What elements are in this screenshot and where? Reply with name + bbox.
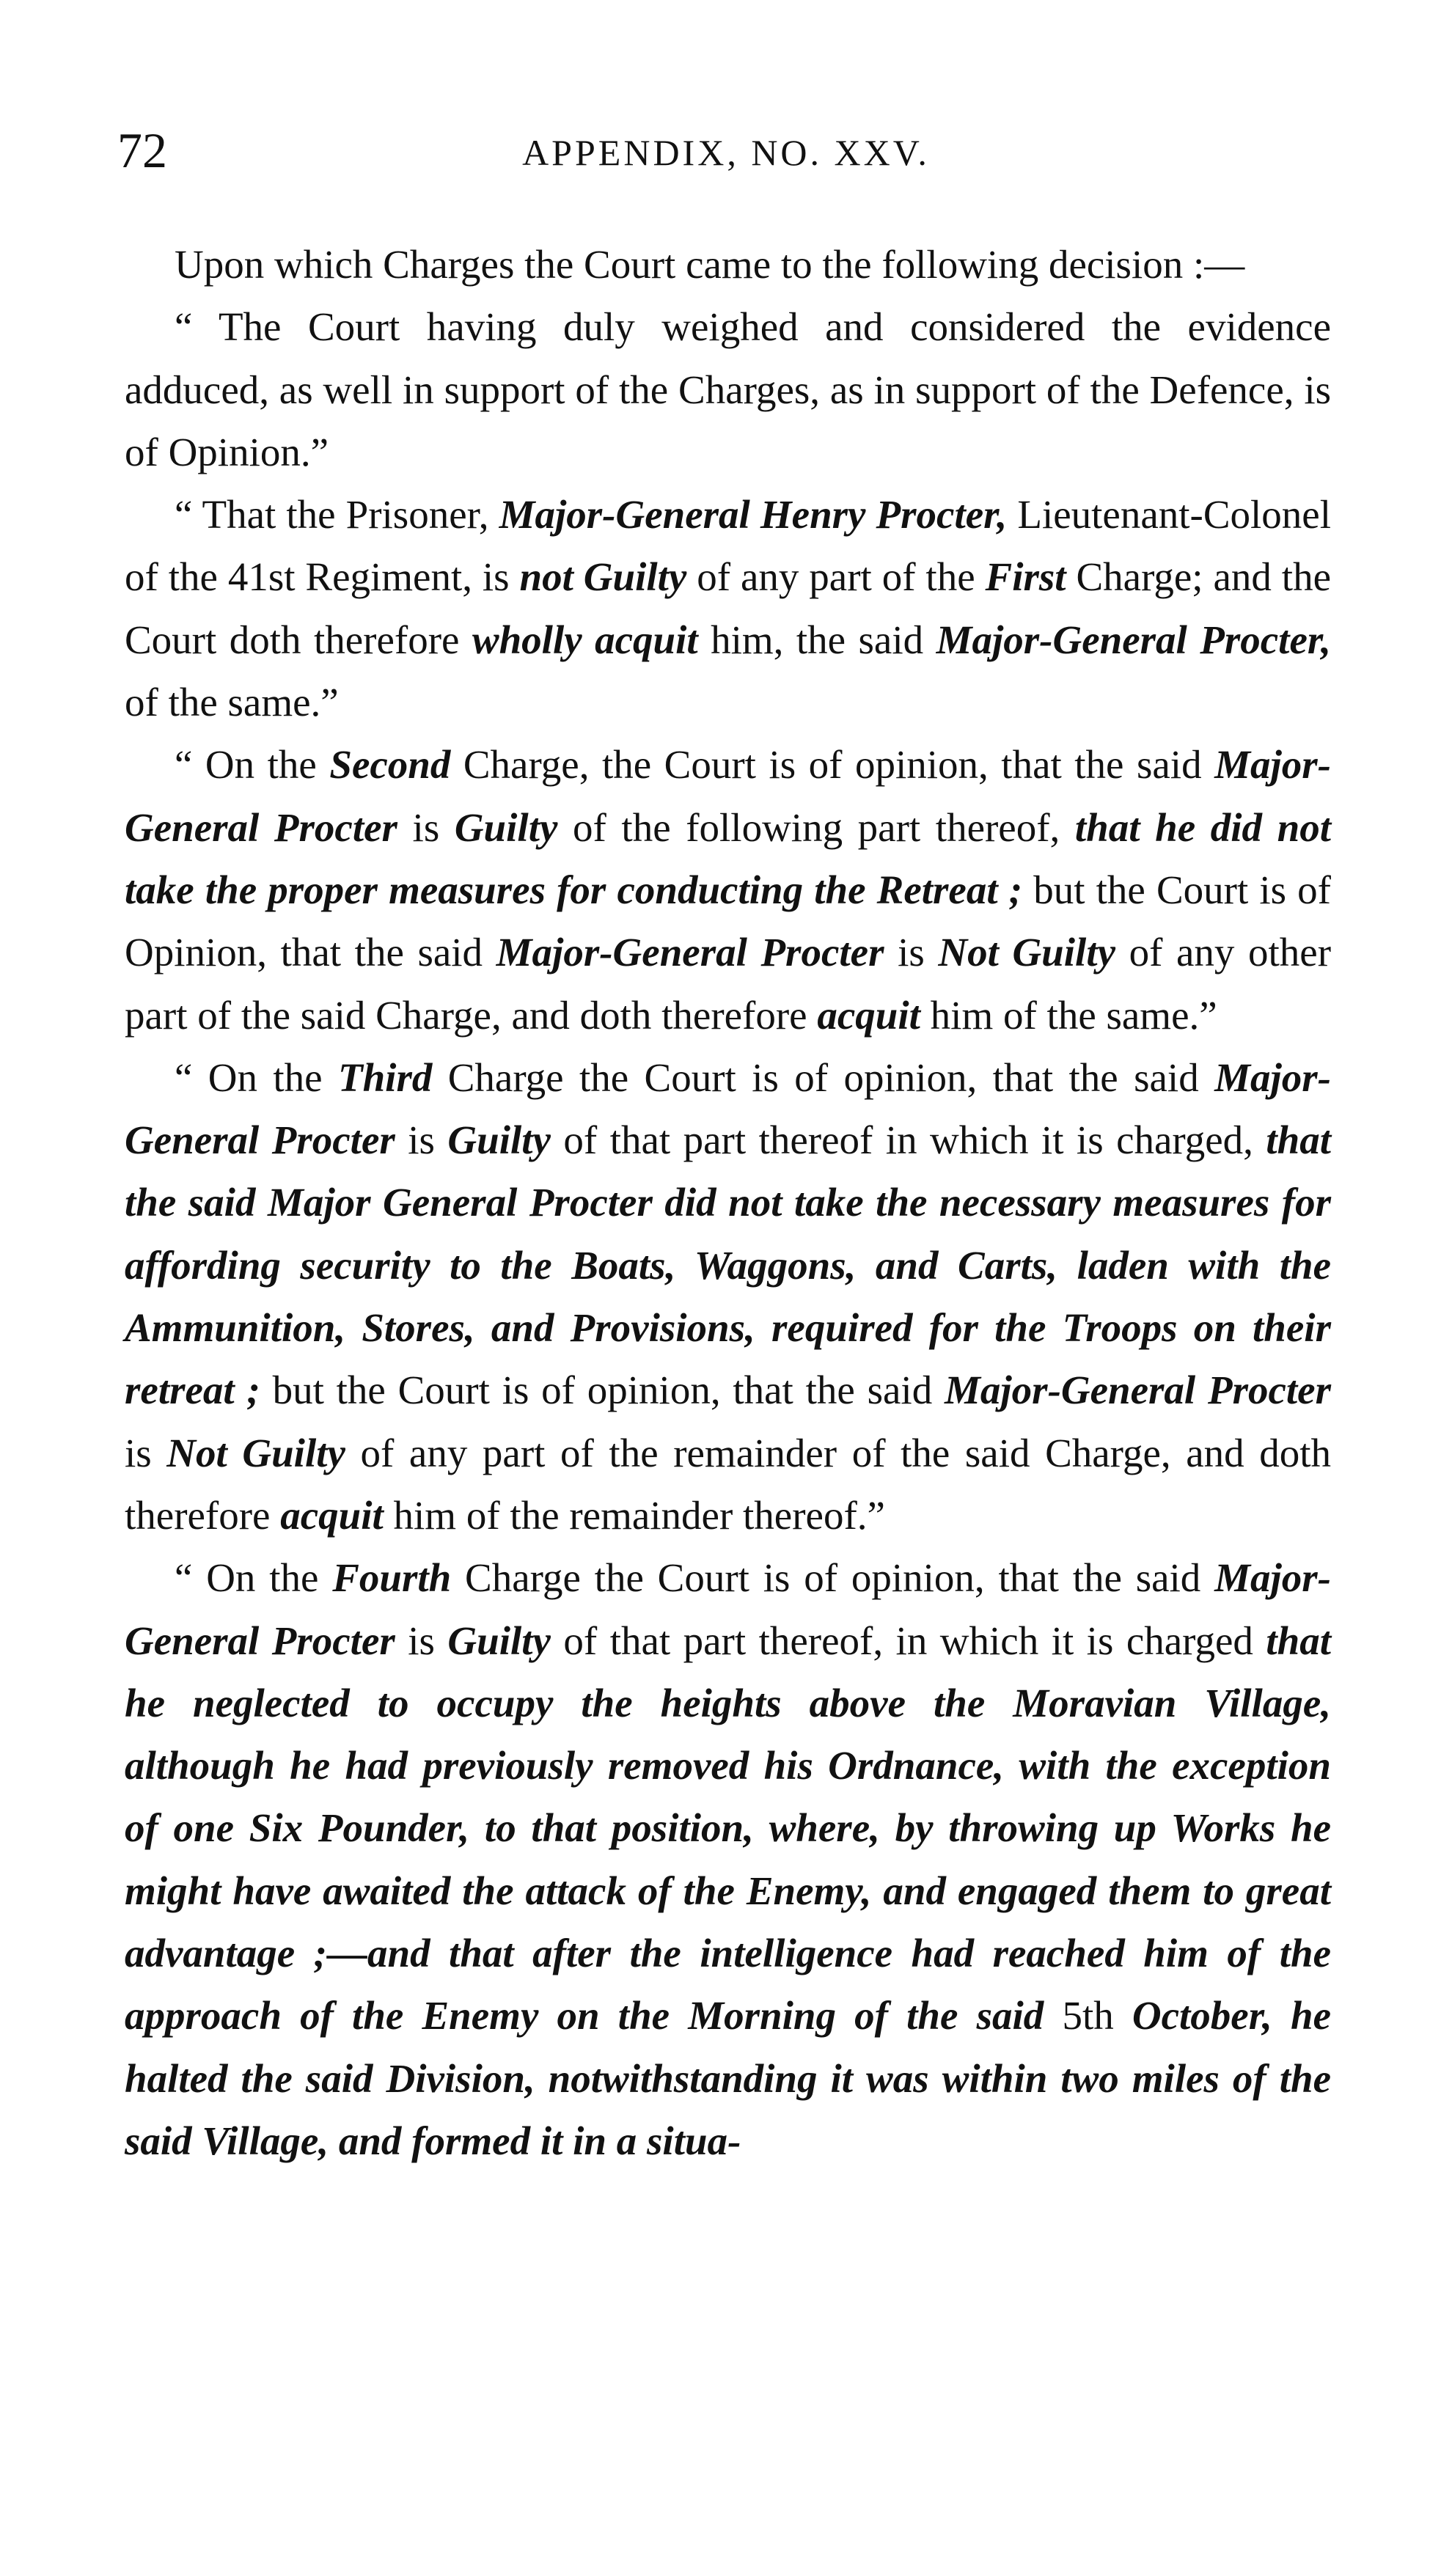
running-head xyxy=(117,121,1335,180)
emphasized-text: First xyxy=(985,554,1066,600)
text-run: him, the said xyxy=(697,617,936,662)
text-run: of that part thereof, in which it is charged xyxy=(550,1618,1266,1663)
paragraph xyxy=(125,1546,1331,2172)
text-run: him of the same.” xyxy=(920,992,1217,1038)
text-run: “ On the xyxy=(175,1555,333,1601)
text-run: is xyxy=(125,1430,167,1475)
emphasized-text: Major-General Procter, xyxy=(936,617,1331,662)
text-run: “ The Court having duly weighed and considered the evidence adduced, as well in support of the Charges, as in support of the Defence, is of Opinion.” xyxy=(125,304,1331,474)
emphasized-text: not Guilty xyxy=(519,554,687,600)
text-run: is xyxy=(884,930,939,975)
emphasized-text: Major-General Henry Procter, xyxy=(499,492,1008,537)
text-run: Charge, the Court is of opinion, that the said xyxy=(450,742,1215,788)
emphasized-text: that he neglected to occupy the heights above the Moravian Village, although he had previously removed his Ordnance, with the exception of one Six Pounder, to that position, where, by throwing up Works he might have awaited the attack of the Enemy, and engaged them to great advantage ;—and that after the intelligence had reached him of the approach of the Enemy on the Morning of the said xyxy=(125,1618,1332,2039)
text-run: Lieutenant-Colonel of the 41st Regiment, is xyxy=(125,492,1332,600)
emphasized-text: Not Guilty xyxy=(938,930,1116,975)
emphasized-text: acquit xyxy=(280,1492,384,1538)
text-run: of any other part of the said Charge, and doth therefore xyxy=(125,930,1332,1038)
paragraph xyxy=(125,483,1331,733)
running-head-title: APPENDIX, NO. XXV. xyxy=(522,132,930,173)
emphasized-text: Major-General Procter xyxy=(125,1555,1331,1663)
text-run: “ That the Prisoner, xyxy=(175,492,499,537)
text-run: “ On the xyxy=(175,742,330,788)
emphasized-text: Guilty xyxy=(454,804,558,850)
paragraph xyxy=(125,1046,1331,1546)
emphasized-text: Not Guilty xyxy=(166,1430,345,1475)
text-run: of the following part thereof, xyxy=(557,804,1075,850)
text-run: Charge; and the Court doth therefore xyxy=(125,554,1332,662)
emphasized-text: that the said Major General Procter did not take the necessary measures for affording security to the Boats, Waggons, and Carts, laden with the Ammunition, Stores, and Provisions, required for the Troops on their retreat ; xyxy=(125,1118,1332,1413)
emphasized-text: Major-General Procter xyxy=(125,1054,1331,1163)
text-run: him of the remainder thereof.” xyxy=(383,1492,885,1538)
emphasized-text: Second xyxy=(329,742,451,788)
text-run: but the Court is of opinion, that the said xyxy=(260,1368,945,1413)
emphasized-text: Third xyxy=(337,1054,433,1100)
text-run: of the same.” xyxy=(125,680,339,725)
text-run: of any part of the xyxy=(686,554,986,600)
text-run: “ On the xyxy=(175,1054,338,1100)
emphasized-text: Guilty xyxy=(447,1118,551,1163)
text-run: is xyxy=(395,1618,448,1663)
paragraph xyxy=(125,233,1331,296)
text-run: but the Court is of Opinion, that the said xyxy=(125,867,1331,975)
body-text xyxy=(125,233,1331,2172)
emphasized-text: wholly acquit xyxy=(472,617,698,662)
paragraph xyxy=(125,296,1331,483)
page-number: 72 xyxy=(117,122,167,178)
text-run: Upon which Charges the Court came to the following decision :— xyxy=(175,242,1245,287)
text-run: Charge the Court is of opinion, that the said xyxy=(432,1054,1215,1100)
emphasized-text: Major-General Procter xyxy=(125,742,1331,850)
text-run: Charge the Court is of opinion, that the said xyxy=(451,1555,1215,1601)
text-run: is xyxy=(395,1118,448,1163)
text-run: is xyxy=(397,804,455,850)
emphasized-text: Major-General Procter xyxy=(944,1368,1331,1413)
emphasized-text: Fourth xyxy=(332,1555,452,1601)
text-run: of any part of the remainder of the said Charge, and doth therefore xyxy=(125,1430,1332,1538)
emphasized-text: acquit xyxy=(817,992,920,1038)
emphasized-text: October, he halted the said Division, notwithstanding it was within two miles of the said Village, and formed it in a situa- xyxy=(125,1993,1331,2163)
paragraph xyxy=(125,733,1331,1046)
text-run: 5th xyxy=(1062,1993,1114,2039)
text-run: of that part thereof in which it is charged, xyxy=(550,1118,1266,1163)
emphasized-text: Major-General Procter xyxy=(496,930,884,975)
emphasized-text: Guilty xyxy=(447,1618,551,1663)
emphasized-text: that he did not take the proper measures for conducting the Retreat ; xyxy=(125,804,1331,912)
